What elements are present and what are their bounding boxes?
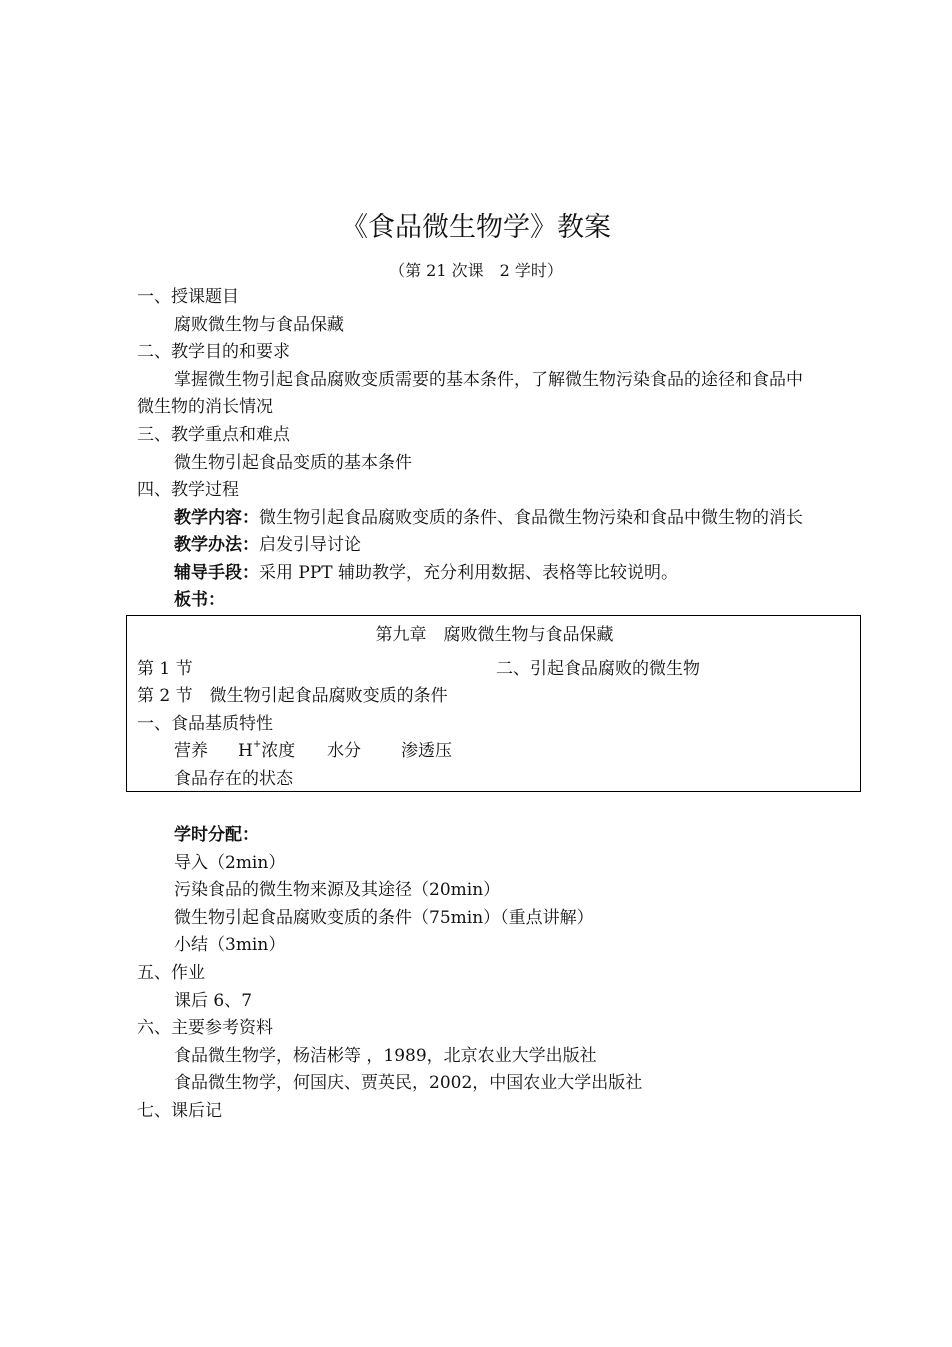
teaching-aid-line (174, 565, 678, 582)
board-right-item: 二、引起食品腐败的微生物 (496, 659, 700, 679)
reference-item: 食品微生物学，何国庆、贾英民，2002，中国农业大学出版社 (174, 1073, 643, 1093)
section1-heading: 一、授课题目 (137, 287, 239, 307)
time-item: 小结（3min） (174, 935, 286, 955)
section5-heading: 五、作业 (137, 963, 205, 983)
time-item: 污染食品的微生物来源及其途径（20min） (174, 880, 501, 900)
board-water: 水分 (327, 741, 361, 761)
document-title: 《食品微生物学》教案 (341, 212, 611, 243)
section6-heading: 六、主要参考资料 (137, 1018, 273, 1038)
board-item1: 一、食品基质特性 (137, 714, 273, 734)
teaching-aid-value: 采用 PPT 辅助教学，充分利用数据、表格等比较说明。 (259, 563, 679, 583)
section4-heading: 四、教学过程 (137, 480, 239, 500)
document-subtitle: （第 21 次课 2 学时） (389, 261, 563, 280)
section7-heading: 七、课后记 (137, 1101, 222, 1121)
teaching-method-label: 教学办法： (174, 535, 259, 555)
time-allocation-label: 学时分配： (174, 825, 259, 845)
teaching-method-value: 启发引导讨论 (259, 535, 361, 555)
board-h-rest: 浓度 (261, 741, 296, 761)
board-section2: 第 2 节 微生物引起食品腐败变质的条件 (137, 686, 448, 706)
section3-heading: 三、教学重点和难点 (137, 425, 290, 445)
board-h-sup: + (252, 739, 262, 751)
teaching-content-line (174, 510, 803, 527)
section5-content: 课后 6、7 (174, 991, 253, 1011)
time-item: 导入（2min） (174, 853, 286, 873)
section3-content: 微生物引起食品变质的基本条件 (174, 453, 412, 473)
teaching-aid-label: 辅导手段： (174, 563, 259, 583)
reference-item: 食品微生物学，杨洁彬等 ，1989，北京农业大学出版社 (174, 1046, 597, 1066)
board-section1: 第 1 节 (137, 659, 193, 679)
section1-content: 腐败微生物与食品保藏 (174, 315, 344, 335)
board-h-base: H (238, 741, 253, 761)
board-h-concentration (238, 739, 296, 761)
board-label: 板书： (174, 590, 225, 610)
teaching-content-label: 教学内容： (174, 508, 259, 528)
blackboard-box (126, 615, 861, 792)
teaching-method-line (174, 537, 361, 554)
teaching-content-value: 微生物引起食品腐败变质的条件、食品微生物污染和食品中微生物的消长 (259, 508, 803, 528)
board-chapter: 第九章 腐败微生物与食品保藏 (375, 625, 614, 645)
board-nutrition: 营养 (174, 741, 208, 761)
section2-line2: 微生物的消长情况 (137, 397, 273, 417)
board-state: 食品存在的状态 (174, 769, 293, 789)
section2-line1: 掌握微生物引起食品腐败变质需要的基本条件，了解微生物污染食品的途径和食品中 (174, 370, 803, 390)
board-osmotic: 渗透压 (401, 741, 452, 761)
time-item: 微生物引起食品腐败变质的条件（75min）（重点讲解） (174, 908, 594, 928)
section2-heading: 二、教学目的和要求 (137, 342, 290, 362)
